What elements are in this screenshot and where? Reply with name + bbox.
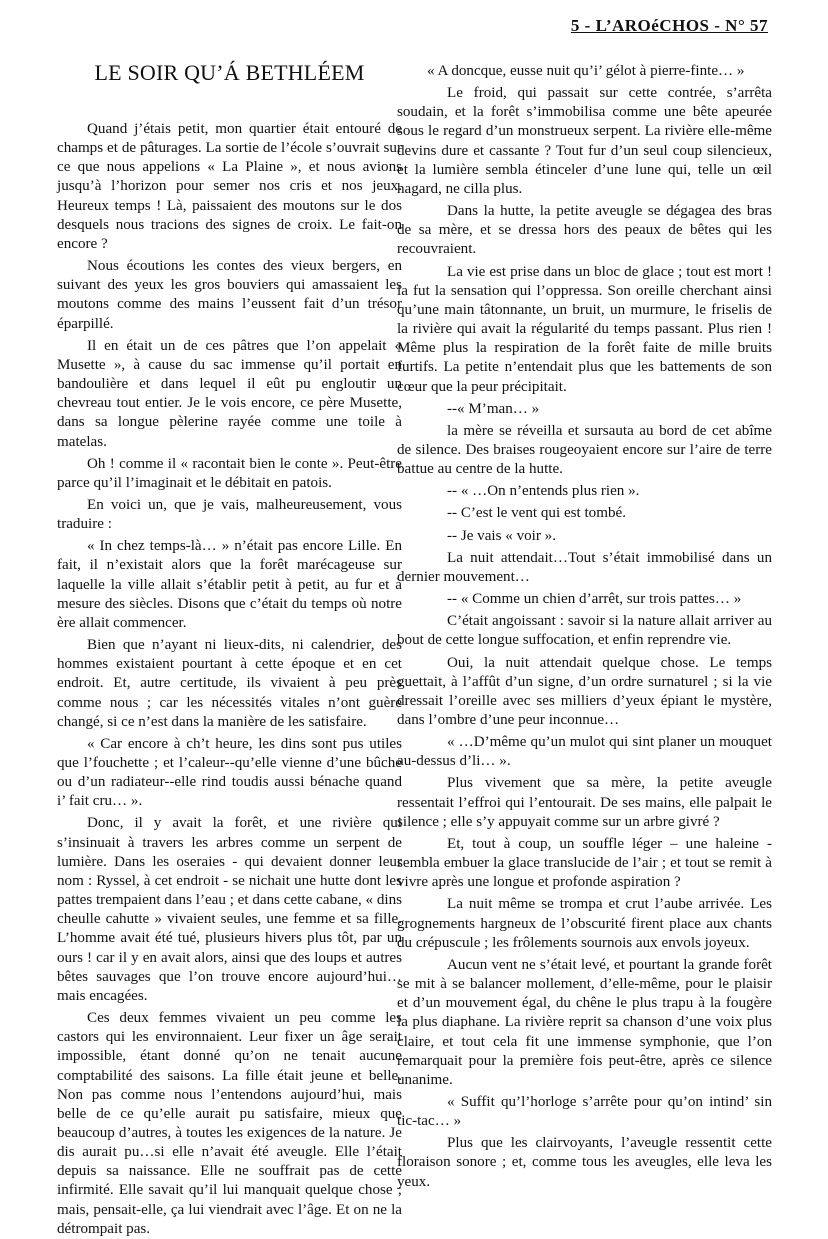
paragraph: Il en était un de ces pâtres que l’on appelait « Musette », à cause du sac immense qu’il portait en bandoulière et dans lequel il eût pu engloutir un chevreau tout entier. Je le vois encore, ce père Musette, dans sa longue pèlerine rayée comme une toile à matelas. (57, 337, 402, 450)
paragraph: « Suffit qu’l’horloge s’arrête pour qu’on intind’ sin tic-tac… » (397, 1093, 772, 1130)
paragraph: Bien que n’ayant ni lieux-dits, ni calendrier, des hommes existaient pourtant à cette époque et en cet endroit. Et, autre certitude, ils vivaient à peu près comme nous ; car les nécessités vitales n’ont guère changé, si ce n’est dans la manière de les satisfaire. (57, 637, 402, 730)
paragraph: Plus vivement que sa mère, la petite aveugle ressentait l’effroi qui l’entourait. De ses mains, elle palpait le silence ; elle s’y appuyait comme sur un arbre givré ? (397, 775, 772, 830)
paragraph: Et, tout à coup, un souffle léger – une haleine - sembla embuer la glace translucide de l’air ; et tout se remit à vivre après une longue et profonde aspiration ? (397, 835, 772, 891)
left-column-body (57, 120, 402, 1239)
paragraph: -- « Comme un chien d’arrêt, sur trois pattes… » (447, 591, 742, 608)
paragraph: « …D’même qu’un mulot qui sint planer un mouquet au-dessus d’li… ». (397, 734, 772, 770)
paragraph: -- « …On n’entends plus rien ». (447, 483, 640, 500)
paragraph: En voici un, que je vais, malheureusement, vous traduire : (57, 496, 402, 533)
paragraph: La nuit même se trompa et crut l’aube arrivée. Les grognements hargneux de l’obscurité firent place aux chants du crépuscule ; les frôlements sournois aux envols joyeux. (397, 896, 772, 951)
paragraph: La vie est prise dans un bloc de glace ; tout est mort ! la fut la sensation qui l’oppressa. Son oreille cherchant ainsi qu’une main tâtonnante, un bruit, un murmure, le friselis de la rivière qui avait la régularité du temps passant. Plus rien ! Même plus la respiration de la forêt faite de mille bruits furtifs. La petite n’entendait plus que les battements de son cœur que la peur précipitait. (397, 263, 772, 395)
paragraph: La nuit attendait…Tout s’était immobilisé dans un dernier mouvement… (397, 549, 772, 585)
page-header: 5 - L’AROéCHOS - N° 57 (570, 16, 768, 35)
paragraph: Le froid, qui passait sur cette contrée, s’arrêta soudain, et la forêt s’immobilisa comme une bête apeurée sous le regard d’un monstrueux serpent. La rivière elle-même devins dure et cassante ? Tout fur d’un seul coup silencieux, et la lumière sembla étinceler d’une lune qui, telle un œil hagard, ne cilla plus. (397, 85, 772, 197)
paragraph: Quand j’étais petit, mon quartier était entouré de champs et de pâturages. La sortie de l’école s’ouvrait sur ce que nous appelions « La Plaine », et nous avions jusqu’à l’horizon pour semer nos cris et nos jeux. Heureux temps ! Là, paissaient des moutons sur le dos desquels nous tracions des signes de croix. Le fait-on encore ? (57, 121, 402, 252)
paragraph: Oh ! comme il « racontait bien le conte ». Peut-être parce qu’il l’imaginait et le débitait en patois. (57, 455, 402, 491)
paragraph: -- Je vais « voir ». (447, 527, 556, 544)
paragraph: C’était angoissant : savoir si la nature allait arriver au bout de cette longue suffocation, et enfin reprendre vie. (397, 613, 772, 649)
paragraph: Donc, il y avait la forêt, et une rivière qui s’insinuait à travers les arbres comme un serpent de lumière. Dans les oseraies - qui devaient donner leur nom : Ryssel, à cet endroit - se nichait une hutte dont les pattes trempaient dans l’eau ; et dans cette cabane, « dins cheulle cahutte » vivaient seules, une femme et sa fille. L’homme avait été tué, plusieurs hivers plus tôt, par un ours ! car il y en avait alors, ainsi que des loups et autres bêtes sauvages que l’on trouve encore aujourd’hui…mais encagées. (57, 815, 402, 1004)
right-column-body (397, 62, 772, 1192)
paragraph: « In chez temps-là… » n’était pas encore Lille. En fait, il n’existait alors que la forêt marécageuse sur laquelle la ville allait s’établir petit à petit, au fur et à mesure des siècles. Disons que c’était du temps où notre ère allait commencer. (57, 538, 402, 631)
article-title: LE SOIR QU’Á BETHLÉEM (94, 60, 365, 85)
paragraph: Ces deux femmes vivaient un peu comme les castors qui les environnaient. Leur fixer un âge serait impossible, étant donné qu’on ne tenait aucune comptabilité des saisons. La fille était jeune et belle. Non pas comme nous l’entendons aujourd’hui, mais belle de ce qu’elle aurait pu satisfaire, mieux que beaucoup d’autres, à toutes les exigences de la nature. Je dis aurait pu…si elle n’avait été aveugle. Elle l’était depuis sa naissance. Elle ne souffrait pas de cette infirmité. Elle savait qu’il lui manquait quelque chose ; mais, pensait-elle, ça lui viendrait avec l’âge. Et on ne la détrompait pas. (57, 1010, 402, 1237)
paragraph: la mère se réveilla et sursauta au bord de cet abîme de silence. Des braises rougeoyaient encore sur l’aire de terre battue au centre de la hutte. (397, 422, 772, 478)
paragraph: Plus que les clairvoyants, l’aveugle ressentit cette floraison sonore ; et, comme tous les aveugles, elle leva les yeux. (397, 1135, 772, 1190)
paragraph: -- C’est le vent qui est tombé. (447, 505, 626, 522)
paragraph: Oui, la nuit attendait quelque chose. Le temps guettait, à l’affût d’un signe, d’un ordre surnaturel ; si la vie dressait l’oreille avec ses milliers d’yeux épiant le mystère, dans l’ombre d’une peur inconnue… (397, 654, 772, 728)
paragraph: Dans la hutte, la petite aveugle se dégagea des bras de sa mère, et se dressa hors des peaux de bêtes qui les recouvraient. (397, 203, 772, 258)
paragraph: Aucun vent ne s’était levé, et pourtant la grande forêt se mit à se balancer mollement, d’elle-même, pour le plaisir et d’un mouvement égal, du chêne le plus trapu à la fougère la plus diaphane. La rivière reprit sa chanson d’une voix plus claire, et tout cela fit une immense symphonie, que l’on remarquait pour la première fois peut-être, après ce silence unanime. (397, 956, 772, 1088)
paragraph: --« M’man… » (447, 400, 540, 417)
right-column (397, 62, 772, 1192)
paragraph: « A doncque, eusse nuit qu’i’ gélot à pierre-finte… » (427, 63, 745, 79)
paragraph: « Car encore à ch’t heure, les dins sont pus utiles que l’fouchette ; et l’caleur--qu’elle vienne d’une bûche ou d’un radiateur--elle rind toudis aussi bénache quand i’ fait cru… ». (57, 735, 402, 810)
left-column (57, 60, 402, 1239)
paragraph: Nous écoutions les contes des vieux bergers, en suivant des yeux les gros bouviers qui amassaient les moutons comme des mains l’eussent fait d’un trésor éparpillé. (57, 258, 402, 332)
